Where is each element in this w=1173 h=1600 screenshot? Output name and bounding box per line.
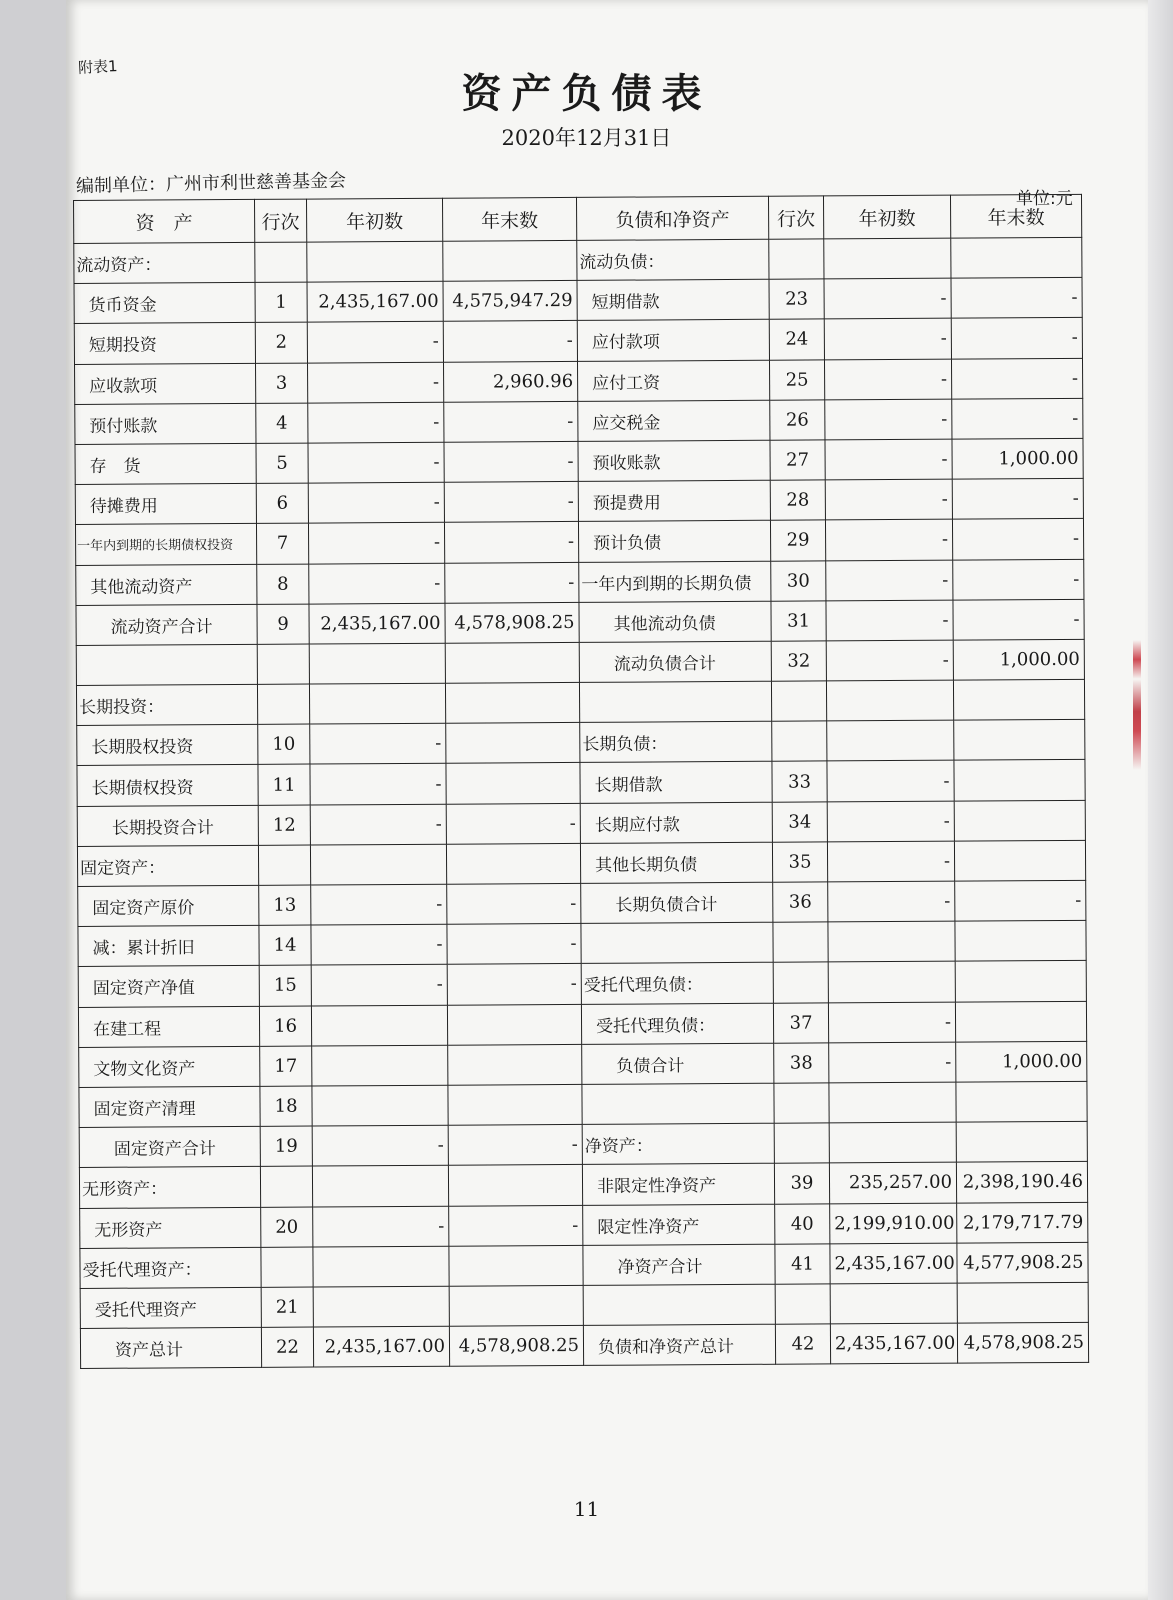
liability-name: 非限定性净资产 bbox=[582, 1164, 774, 1205]
liability-line-no: 36 bbox=[773, 882, 828, 923]
table-row bbox=[80, 1322, 1088, 1368]
asset-closing: - bbox=[447, 964, 581, 1005]
liability-closing: - bbox=[955, 880, 1086, 921]
liability-name bbox=[583, 1284, 775, 1325]
liability-opening bbox=[829, 1082, 956, 1123]
asset-opening bbox=[307, 241, 443, 282]
liability-opening: - bbox=[825, 479, 952, 520]
asset-closing bbox=[443, 240, 577, 281]
asset-line-no bbox=[258, 845, 310, 886]
asset-line-no: 10 bbox=[258, 724, 310, 765]
liability-closing: - bbox=[952, 519, 1083, 560]
liability-closing: - bbox=[951, 278, 1082, 319]
report-date: 2020年12月31日 bbox=[501, 126, 672, 150]
liability-closing bbox=[954, 800, 1085, 841]
liability-line-no bbox=[773, 962, 828, 1003]
liability-opening bbox=[827, 720, 954, 761]
liability-closing: 2,398,190.46 bbox=[956, 1162, 1087, 1203]
liability-line-no: 33 bbox=[772, 761, 827, 802]
asset-opening: 2,435,167.00 bbox=[307, 281, 443, 322]
liability-line-no: 37 bbox=[773, 1002, 828, 1043]
liability-name bbox=[582, 1083, 774, 1124]
asset-opening: - bbox=[311, 924, 447, 965]
asset-name: 固定资产清理 bbox=[79, 1086, 260, 1127]
asset-opening bbox=[309, 643, 445, 684]
asset-opening: - bbox=[309, 563, 445, 604]
page-title: 资产负债表 bbox=[461, 71, 712, 117]
header-assets: 资 产 bbox=[74, 199, 255, 243]
liability-line-no: 24 bbox=[769, 319, 824, 360]
appendix-label: 附表1 bbox=[77, 56, 119, 78]
asset-opening: - bbox=[307, 322, 443, 363]
liability-closing: - bbox=[953, 599, 1084, 640]
asset-closing: - bbox=[448, 1125, 582, 1166]
liability-closing bbox=[957, 1282, 1088, 1323]
liability-closing bbox=[954, 760, 1085, 801]
header-line-no-right: 行次 bbox=[768, 196, 823, 239]
liability-opening: - bbox=[824, 319, 951, 360]
asset-name: 无形资产 bbox=[80, 1207, 261, 1248]
asset-line-no: 7 bbox=[256, 523, 308, 564]
asset-name: 固定资产原价 bbox=[78, 885, 259, 926]
asset-line-no bbox=[261, 1247, 313, 1288]
liability-line-no bbox=[775, 1284, 830, 1325]
asset-line-no: 12 bbox=[258, 805, 310, 846]
liability-closing: 1,000.00 bbox=[952, 438, 1083, 479]
asset-line-no: 20 bbox=[261, 1207, 313, 1248]
liability-line-no: 29 bbox=[770, 520, 825, 561]
liability-closing bbox=[955, 961, 1086, 1002]
liability-line-no: 32 bbox=[771, 641, 826, 682]
liability-line-no: 39 bbox=[774, 1163, 829, 1204]
asset-closing: 4,578,908.25 bbox=[449, 1325, 583, 1366]
balance-sheet-table bbox=[73, 194, 1089, 1369]
asset-line-no: 21 bbox=[261, 1287, 313, 1328]
table-row bbox=[79, 1162, 1087, 1208]
liability-opening: - bbox=[825, 519, 952, 560]
asset-name: 短期投资 bbox=[74, 323, 255, 364]
liability-opening: - bbox=[827, 801, 954, 842]
asset-line-no bbox=[260, 1166, 312, 1207]
asset-line-no: 6 bbox=[256, 483, 308, 524]
table-row bbox=[77, 720, 1085, 766]
liability-line-no: 40 bbox=[775, 1203, 830, 1244]
liability-line-no: 23 bbox=[769, 279, 824, 320]
table-row bbox=[79, 1041, 1087, 1087]
liability-opening: - bbox=[826, 600, 953, 641]
asset-line-no bbox=[257, 684, 309, 725]
liability-name: 一年内到期的长期负债 bbox=[579, 561, 771, 602]
liability-closing: - bbox=[951, 358, 1082, 399]
asset-closing bbox=[446, 763, 580, 804]
liability-opening: - bbox=[828, 881, 955, 922]
table-row bbox=[77, 840, 1085, 886]
liability-opening bbox=[830, 1283, 957, 1324]
liability-closing bbox=[955, 1001, 1086, 1042]
liability-name: 净资产合计 bbox=[583, 1244, 775, 1285]
asset-name: 预付账款 bbox=[75, 403, 256, 444]
liability-closing: 2,179,717.79 bbox=[957, 1202, 1088, 1243]
liability-opening: - bbox=[827, 761, 954, 802]
asset-opening: - bbox=[308, 523, 444, 564]
liability-line-no: 41 bbox=[775, 1244, 830, 1285]
liability-opening: - bbox=[825, 439, 952, 480]
asset-name: 文物文化资产 bbox=[79, 1046, 260, 1087]
asset-name: 固定资产合计 bbox=[79, 1126, 260, 1167]
asset-closing: - bbox=[444, 522, 578, 563]
liability-opening: 235,257.00 bbox=[829, 1162, 956, 1203]
asset-line-no: 2 bbox=[255, 322, 307, 363]
asset-opening bbox=[313, 1286, 449, 1327]
table-row bbox=[74, 318, 1082, 364]
liability-line-no bbox=[774, 1123, 829, 1164]
liability-opening: 2,199,910.00 bbox=[830, 1203, 957, 1244]
asset-line-no: 5 bbox=[256, 443, 308, 484]
asset-line-no: 19 bbox=[260, 1126, 312, 1167]
asset-line-no: 22 bbox=[261, 1327, 313, 1368]
balance-sheet-table-wrap bbox=[73, 194, 1088, 1369]
asset-name: 受托代理资产： bbox=[80, 1247, 261, 1288]
header-opening: 年初数 bbox=[306, 198, 442, 242]
asset-closing: 2,960.96 bbox=[443, 361, 577, 402]
asset-opening: 2,435,167.00 bbox=[313, 1326, 449, 1367]
table-row bbox=[80, 1242, 1088, 1288]
asset-closing bbox=[448, 1165, 582, 1206]
liability-opening bbox=[828, 962, 955, 1003]
liability-closing: - bbox=[952, 398, 1083, 439]
asset-line-no: 8 bbox=[257, 564, 309, 605]
asset-line-no bbox=[257, 644, 309, 685]
seal-stamp-fragment bbox=[1133, 640, 1141, 770]
asset-name: 流动资产： bbox=[74, 242, 255, 283]
asset-closing: 4,575,947.29 bbox=[443, 281, 577, 322]
table-row bbox=[79, 1081, 1087, 1127]
asset-closing bbox=[445, 682, 579, 723]
liability-name: 负债和净资产总计 bbox=[583, 1324, 775, 1365]
liability-line-no: 28 bbox=[770, 480, 825, 521]
liability-opening: - bbox=[826, 640, 953, 681]
asset-opening: - bbox=[313, 1206, 449, 1247]
liability-closing: 4,577,908.25 bbox=[957, 1242, 1088, 1283]
liability-name: 限定性净资产 bbox=[583, 1204, 775, 1245]
liability-line-no: 35 bbox=[772, 842, 827, 883]
asset-name: 固定资产净值 bbox=[78, 966, 259, 1007]
liability-name: 其他长期负债 bbox=[580, 842, 772, 883]
liability-line-no bbox=[769, 239, 824, 280]
header-closing-right: 年末数 bbox=[950, 194, 1081, 238]
liability-name: 受托代理负债： bbox=[581, 963, 773, 1004]
asset-closing bbox=[447, 1004, 581, 1045]
table-row bbox=[78, 921, 1086, 967]
liability-opening bbox=[826, 680, 953, 721]
liability-closing bbox=[956, 1121, 1087, 1162]
liability-closing: - bbox=[951, 318, 1082, 359]
liability-line-no: 31 bbox=[771, 601, 826, 642]
liability-opening bbox=[829, 1122, 956, 1163]
liability-opening: - bbox=[826, 560, 953, 601]
table-row bbox=[77, 760, 1085, 806]
asset-line-no: 16 bbox=[259, 1006, 311, 1047]
asset-opening: - bbox=[310, 764, 446, 805]
asset-line-no: 3 bbox=[255, 363, 307, 404]
header-liabilities: 负债和净资产 bbox=[576, 196, 768, 240]
asset-opening: - bbox=[310, 804, 446, 845]
table-row bbox=[75, 398, 1083, 444]
liability-opening: - bbox=[827, 841, 954, 882]
asset-opening: - bbox=[311, 884, 447, 925]
asset-closing bbox=[449, 1285, 583, 1326]
liability-name: 预提费用 bbox=[578, 480, 770, 521]
asset-name: 其他流动资产 bbox=[76, 564, 257, 605]
liability-line-no: 38 bbox=[774, 1043, 829, 1084]
liability-name: 预收账款 bbox=[578, 440, 770, 481]
table-row bbox=[76, 599, 1084, 645]
liability-line-no: 26 bbox=[770, 400, 825, 441]
organization-name: 编制单位：广州市利世慈善基金会 bbox=[75, 170, 347, 197]
liability-name: 流动负债： bbox=[577, 239, 769, 280]
asset-line-no: 13 bbox=[259, 885, 311, 926]
page-number: 11 bbox=[573, 1497, 600, 1521]
table-row bbox=[74, 237, 1082, 283]
asset-name: 待摊费用 bbox=[75, 484, 256, 525]
currency-unit: 单位:元 bbox=[1016, 189, 1073, 209]
asset-opening: 2,435,167.00 bbox=[309, 603, 445, 644]
asset-name: 长期投资合计 bbox=[77, 805, 258, 846]
table-row bbox=[75, 358, 1083, 404]
asset-closing bbox=[448, 1084, 582, 1125]
asset-closing: - bbox=[444, 401, 578, 442]
table-row bbox=[74, 278, 1082, 324]
asset-closing bbox=[446, 843, 580, 884]
table-row bbox=[76, 679, 1084, 725]
asset-opening: - bbox=[312, 1125, 448, 1166]
liability-name: 应付款项 bbox=[577, 320, 769, 361]
liability-opening: - bbox=[824, 359, 951, 400]
liability-closing bbox=[956, 1081, 1087, 1122]
asset-opening bbox=[310, 844, 446, 885]
liability-closing: - bbox=[952, 478, 1083, 519]
asset-closing: - bbox=[447, 924, 581, 965]
asset-closing bbox=[449, 1245, 583, 1286]
asset-name: 资产总计 bbox=[80, 1327, 261, 1368]
asset-line-no: 9 bbox=[257, 604, 309, 645]
liability-opening: - bbox=[825, 399, 952, 440]
table-row bbox=[80, 1202, 1088, 1248]
liability-line-no: 34 bbox=[772, 802, 827, 843]
liability-opening: - bbox=[828, 1002, 955, 1043]
liability-name bbox=[581, 922, 773, 963]
asset-line-no: 4 bbox=[256, 403, 308, 444]
asset-line-no: 1 bbox=[255, 282, 307, 323]
asset-closing bbox=[446, 723, 580, 764]
asset-line-no: 11 bbox=[258, 765, 310, 806]
liability-opening: - bbox=[829, 1042, 956, 1083]
asset-name: 在建工程 bbox=[78, 1006, 259, 1047]
liability-name: 预计负债 bbox=[578, 521, 770, 562]
asset-name: 货币资金 bbox=[74, 283, 255, 324]
asset-opening bbox=[309, 683, 445, 724]
liability-name: 净资产： bbox=[582, 1123, 774, 1164]
liability-line-no bbox=[773, 922, 828, 963]
asset-name: 流动资产合计 bbox=[76, 604, 257, 645]
liability-opening: 2,435,167.00 bbox=[830, 1243, 957, 1284]
asset-opening: - bbox=[307, 362, 443, 403]
asset-closing: - bbox=[447, 883, 581, 924]
asset-opening: - bbox=[310, 723, 446, 764]
header-closing: 年末数 bbox=[442, 197, 576, 241]
liability-line-no: 42 bbox=[775, 1324, 830, 1365]
table-row bbox=[78, 880, 1086, 926]
liability-line-no: 25 bbox=[769, 359, 824, 400]
asset-closing: - bbox=[445, 562, 579, 603]
liability-name: 长期借款 bbox=[580, 762, 772, 803]
asset-opening bbox=[313, 1246, 449, 1287]
liability-name: 流动负债合计 bbox=[579, 641, 771, 682]
header-line-no: 行次 bbox=[254, 199, 306, 242]
liability-closing bbox=[954, 840, 1085, 881]
table-row bbox=[75, 478, 1083, 524]
table-row bbox=[75, 519, 1083, 565]
asset-opening: - bbox=[308, 442, 444, 483]
asset-opening: - bbox=[308, 402, 444, 443]
liability-closing bbox=[955, 921, 1086, 962]
asset-closing bbox=[445, 642, 579, 683]
table-row bbox=[76, 639, 1084, 685]
liability-name: 长期应付款 bbox=[580, 802, 772, 843]
liability-line-no: 27 bbox=[770, 440, 825, 481]
table-row bbox=[78, 961, 1086, 1007]
asset-line-no bbox=[255, 242, 307, 283]
asset-closing: 4,578,908.25 bbox=[445, 602, 579, 643]
asset-name: 无形资产： bbox=[79, 1167, 260, 1208]
asset-opening: - bbox=[311, 965, 447, 1006]
liability-name: 长期负债： bbox=[580, 721, 772, 762]
liability-name: 短期借款 bbox=[577, 279, 769, 320]
liability-name: 其他流动负债 bbox=[579, 601, 771, 642]
asset-name: 长期债权投资 bbox=[77, 765, 258, 806]
liability-name: 应交税金 bbox=[578, 400, 770, 441]
table-row bbox=[77, 800, 1085, 846]
liability-closing bbox=[954, 720, 1085, 761]
liability-name: 受托代理负债： bbox=[581, 1003, 773, 1044]
asset-name: 固定资产： bbox=[77, 845, 258, 886]
asset-closing: - bbox=[444, 482, 578, 523]
liability-line-no bbox=[774, 1083, 829, 1124]
asset-name: 长期投资： bbox=[76, 684, 257, 725]
table-row bbox=[80, 1282, 1088, 1328]
liability-line-no bbox=[772, 721, 827, 762]
liability-closing: 1,000.00 bbox=[956, 1041, 1087, 1082]
asset-line-no: 15 bbox=[259, 965, 311, 1006]
asset-name: 受托代理资产 bbox=[80, 1287, 261, 1328]
asset-name: 存 货 bbox=[75, 443, 256, 484]
liability-closing: 4,578,908.25 bbox=[957, 1322, 1088, 1363]
asset-name: 一年内到期的长期债权投资 bbox=[75, 524, 256, 565]
asset-closing: - bbox=[449, 1205, 583, 1246]
asset-opening: - bbox=[308, 482, 444, 523]
liability-name: 负债合计 bbox=[582, 1043, 774, 1084]
liability-closing bbox=[951, 237, 1082, 278]
liability-opening bbox=[828, 921, 955, 962]
table-header-row bbox=[74, 194, 1082, 243]
liability-opening: - bbox=[824, 278, 951, 319]
liability-line-no: 30 bbox=[771, 560, 826, 601]
asset-closing: - bbox=[444, 441, 578, 482]
asset-name: 减：累计折旧 bbox=[78, 926, 259, 967]
table-row bbox=[75, 438, 1083, 484]
table-row bbox=[78, 1001, 1086, 1047]
asset-line-no: 18 bbox=[260, 1086, 312, 1127]
liability-closing: - bbox=[953, 559, 1084, 600]
asset-opening bbox=[312, 1045, 448, 1086]
header-opening-right: 年初数 bbox=[823, 195, 950, 239]
table-row bbox=[79, 1121, 1087, 1167]
asset-opening bbox=[311, 1005, 447, 1046]
liability-name: 长期负债合计 bbox=[581, 882, 773, 923]
liability-line-no bbox=[771, 681, 826, 722]
page-edge bbox=[1148, 0, 1173, 1600]
asset-name: 长期股权投资 bbox=[77, 725, 258, 766]
table-row bbox=[76, 559, 1084, 605]
asset-opening bbox=[312, 1166, 448, 1207]
asset-name: 应收款项 bbox=[75, 363, 256, 404]
liability-name bbox=[579, 681, 771, 722]
asset-closing bbox=[448, 1044, 582, 1085]
liability-opening: 2,435,167.00 bbox=[830, 1323, 957, 1364]
asset-line-no: 14 bbox=[259, 925, 311, 966]
liability-closing bbox=[953, 679, 1084, 720]
asset-closing: - bbox=[443, 321, 577, 362]
liability-opening bbox=[824, 238, 951, 279]
asset-line-no: 17 bbox=[260, 1046, 312, 1087]
liability-closing: 1,000.00 bbox=[953, 639, 1084, 680]
liability-name: 应付工资 bbox=[577, 360, 769, 401]
asset-closing: - bbox=[446, 803, 580, 844]
asset-name bbox=[76, 644, 257, 685]
asset-opening bbox=[312, 1085, 448, 1126]
